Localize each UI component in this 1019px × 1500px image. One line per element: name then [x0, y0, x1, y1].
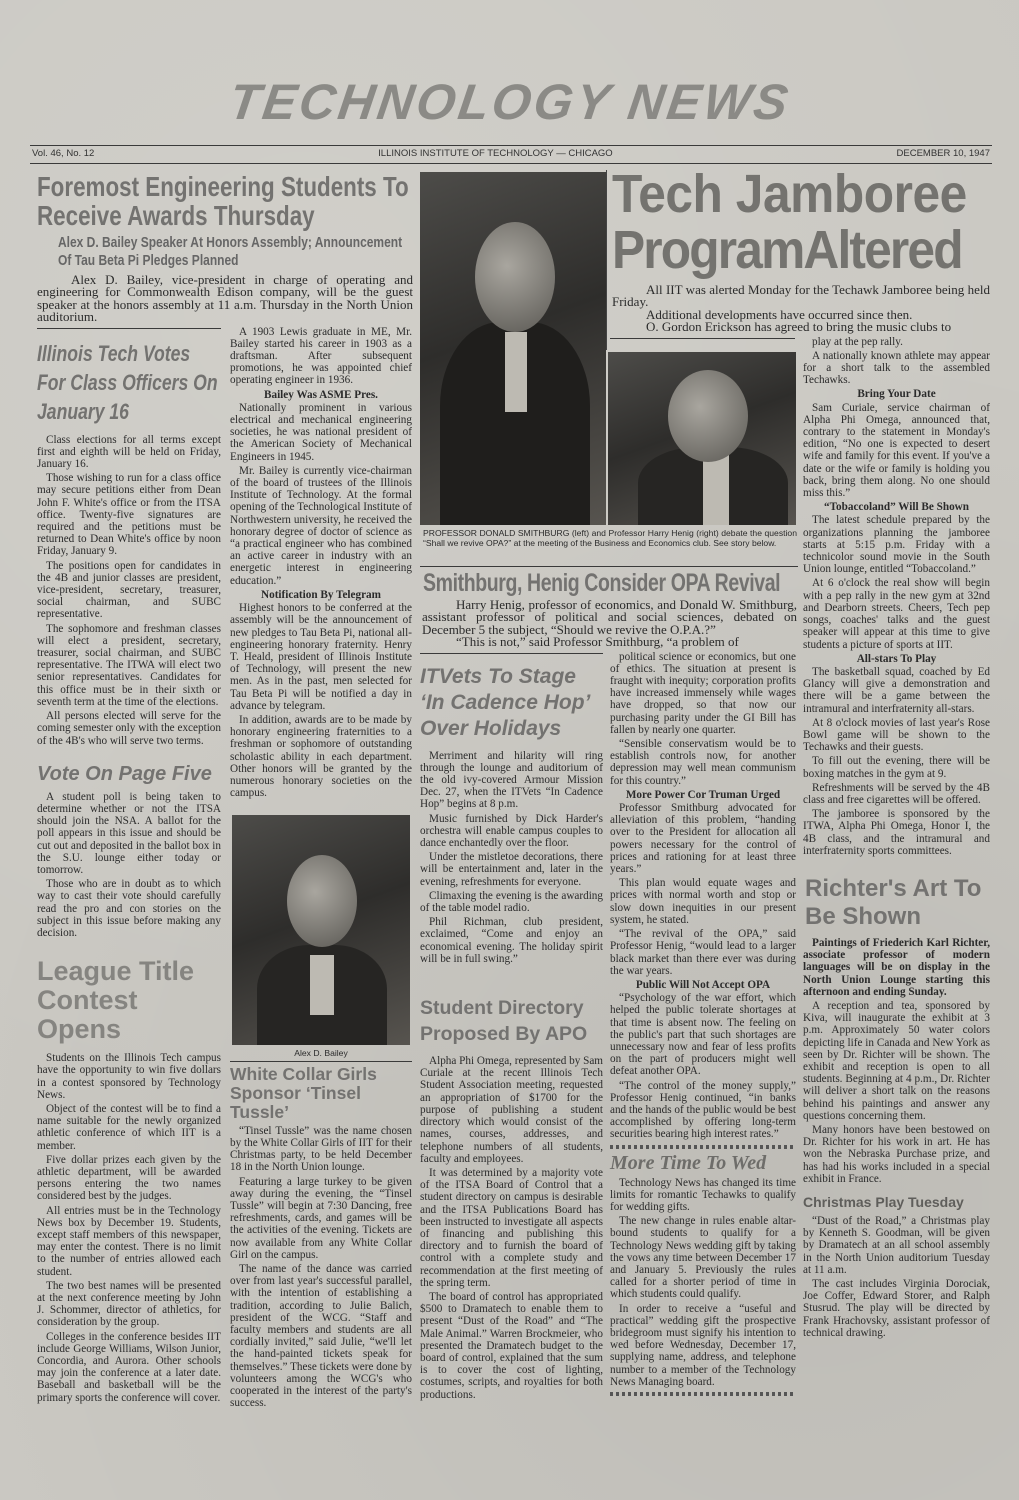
christmas-play-body [803, 1215, 990, 1339]
subhead: Public Will Not Accept OPA [635, 978, 771, 991]
paragraph: Nationally prominent in various electrical and mechanical engineering societies, he was national president of the American Society of Mechanical Engineers in 1945. [230, 401, 412, 463]
vote-page-five-headline: Vote On Page Five [37, 762, 212, 785]
paragraph: Music furnished by Dick Harder's orchestra will enable campus couples to dance enchantedly over the floor. [420, 812, 603, 850]
itvets-body [420, 750, 603, 965]
paragraph: Technology News has changed its time limits for romantic Techawks to qualify for wedding gifts. [610, 1176, 796, 1213]
column-rule [610, 338, 795, 339]
itvets-headline: ITVets To Stage ‘In Cadence Hop’ Over Holidays [420, 664, 590, 740]
paragraph: A 1903 Lewis graduate in ME, Mr. Bailey started his career in 1903 as a draftsman. After subsequent promotions, he was appointed chief operating engineer in 1936. [230, 325, 412, 387]
directory-body [420, 1055, 603, 1401]
paragraph: Many honors have been bestowed on Dr. Richter for his work in art. He has won the Nebraska Purchase prize, and has had his works included in a special exhibit in France. [803, 1124, 990, 1185]
dateline [32, 148, 990, 159]
paragraph: At 6 o'clock the real show will begin with a pep rally in the new gym at 32nd and Dearborn streets. Cheers, Tech pep songs, coaches' talks and the guest speaker will appear at this time to give students a picture of sports at IIT. [803, 577, 990, 651]
paragraph: The board of control has appropriated $500 to Dramatech to enable them to present “Dust of the Road” and “The Male Animal.” Warren Brockmeier, who presented the Dramatech budget to the board of control, explained that the sum is to cover the cost of lighting, costumes, scripts, and royalties for both productions. [420, 1290, 603, 1401]
paragraph: At 8 o'clock movies of last year's Rose Bowl game will be shown to the Techawks and their guests. [803, 716, 990, 754]
paragraph: Those wishing to run for a class office may secure petitions either from Dean John F. White's office or from the ITSA office. Twenty-five signatures are required and the petitions must be returned to Dean White's office by noon Friday, January 9. [37, 472, 221, 558]
foremost-section [37, 172, 415, 1411]
paragraph: To fill out the evening, there will be boxing matches in the gym at 9. [803, 755, 990, 780]
paragraph: “The revival of the OPA,” said Professor Henig, “would lead to a larger black market than there ever was during the war years. [610, 928, 796, 977]
foremost-body [230, 326, 412, 800]
jamboree-section [610, 166, 992, 1341]
white-collar-headline: White Collar Girls Sponsor ‘Tinsel Tussle’ [230, 1063, 377, 1122]
jamboree-headline-line1: Tech Jamboree [612, 164, 967, 224]
paragraph: The new change in rules enable altar-bound students to qualify for a Technology News wedding gift by taking the vows any time between December 17 and January 5. Previously the rules called for a shorter period of time in which students could qualify. [610, 1215, 796, 1301]
wed-headline: More Time To Wed [610, 1151, 767, 1174]
paragraph: The cast includes Virginia Dorociak, Joe Coffer, Edward Storer, and Ralph Stusrud. The play will be directed by Frank Hrachovsky, assistant professor of technical drawing. [803, 1278, 990, 1339]
paragraph: The jamboree is sponsored by the ITWA, Alpha Phi Omega, Honor I, the 4B class, and the intramural and interfraternity sports committees. [803, 808, 990, 857]
paragraph: A nationally known athlete may appear for a short talk to the assembled Techawks. [803, 349, 990, 387]
paragraph: Sam Curiale, service chairman of Alpha Phi Omega, announced that, contrary to the statement in Monday's edition, “No one is expected to desert wife and family for this event. If you've a date or the wife or family is holding you back, bring them along. No one should miss this.” [803, 401, 990, 500]
paragraph: All entries must be in the Technology News box by December 19. Students, except staff members of this newspaper, may enter the contest. There is no limit to the number of entries allowed each student. [37, 1204, 221, 1278]
directory-headline: Student Directory Proposed By APO [420, 997, 588, 1046]
white-collar-body [230, 1125, 412, 1410]
foremost-lede [37, 274, 413, 324]
paragraph: All IIT was alerted Monday for the Techawk Jamboree being held Friday. [612, 282, 990, 310]
paragraph: This plan would equate wages and prices with normal worth and stop or slow down inequities in our present system, he stated. [610, 877, 796, 926]
jamboree-box-rule [606, 170, 607, 350]
league-headline: League Title Contest Opens [37, 956, 195, 1045]
richter-headline: Richter's Art To Be Shown [805, 874, 982, 930]
paragraph: play at the pep rally. [812, 335, 903, 348]
paragraph: Paintings of Friederich Karl Richter, associate professor of modern languages will be on display in the North Union Lounge starting this afternoon and ending Sunday. [803, 936, 990, 998]
paragraph: Climaxing the evening is the awarding of the table model radio. [420, 889, 603, 915]
jamboree-body [803, 336, 990, 857]
paragraph: “Tinsel Tussle” was the name chosen by the White Collar Girls of IIT for their Christmas party, to be held December 18 in the North Union lounge. [230, 1124, 412, 1174]
paragraph: Alex D. Bailey, vice-president in charge of operating and engineering for Commonwealth Edison company, will be the guest speaker at the honors assembly at 11 a.m. Thursday in the North Union auditorium. [37, 272, 413, 325]
subhead: Notification By Telegram [261, 588, 381, 601]
paragraph: Additional developments have occurred since then. [646, 306, 913, 322]
bailey-photo-caption: Alex D. Bailey [294, 1048, 348, 1059]
paragraph: political science or economics, but one of ethics. The situation at present is fraught with inequity; corporation profits have increased immensely while wages have dropped, so that now our purchasing parity under the GI Bill has fallen by nearly one quarter. [610, 650, 796, 736]
paragraph: O. Gordon Erickson has agreed to bring the music clubs to [646, 319, 952, 335]
paragraph: It was determined by a majority vote of the ITSA Board of Control that a student directory on campus is desirable and the ITSA Publications Board has been instructed to investigate all aspects of financing and publishing this directory and to furnish the board of control with a complete study and recommendation at the first meeting of the spring term. [420, 1166, 603, 1289]
paragraph: “The control of the money supply,” Professor Henig continued, “in banks and the hands of the public would be best accomplished by offering long-term securities bearing high interest rates.” [610, 1079, 796, 1141]
subhead: Bring Your Date [857, 388, 936, 401]
paragraph: “This is not,” said Professor Smithburg, “a problem of [456, 634, 739, 650]
paragraph: Featuring a large turkey to be given away during the evening, the “Tinsel Tussle” will begin at 7:30 Dancing, free refreshments, cards, and games will be the activities of the evening. Tickets are now available from any White Collar Girl on the campus. [230, 1175, 412, 1261]
paragraph: Highest honors to be conferred at the assembly will be the announcement of new pledges to Tau Beta Pi, national all-engineering honorary fraternity. Henry T. Heald, president of Illinois Institute of Technology, will present the new men. As in the past, men selected for Tau Beta Pi will be notified a day in advance by telegram. [230, 602, 412, 712]
paragraph: Class elections for all terms except first and eighth will be held on Friday, January 16. [37, 433, 221, 471]
jamboree-headline-line2: ProgramAltered [612, 220, 962, 280]
paragraph: Professor Smithburg advocated for alleviation of this problem, “handing over to the President for allocation all powers necessary for the control of prices and rationing for at least three years.” [610, 802, 796, 876]
paragraph: The latest schedule prepared by the organizations planning the jamboree starts at 5:15 p.m. Friday with a technicolor sound movie in the South Union lounge, entitled “Tobaccoland.” [803, 514, 990, 576]
paragraph: Colleges in the conference besides IIT include George Williams, Wilson Junior, Concordia, and Aurora. Other schools may join the conference at a later date. Baseball and basketball will be the primary sports the conference will cover. [37, 1330, 221, 1404]
foremost-deck: Alex D. Bailey Speaker At Honors Assembly; Announcement Of Tau Beta Pi Pledges Planned [58, 234, 403, 269]
paragraph: The basketball squad, coached by Ed Glancy will give a demonstration and there will be a game between the intramural and interfraternity all-stars. [803, 665, 990, 715]
paragraph: The sophomore and freshman classes will elect a president, secretary, treasurer, social chairman, and SUBC representative. The ITWA will elect two senior representatives. Candidates for this office must be in their sixth or seventh term at the time of the elections. [37, 622, 221, 708]
paragraph: Harry Henig, professor of economics, and Donald W. Smithburg, assistant professor of political and social sciences, debated on December 5 the subject, “Should we revive the O.P.A.?” [422, 597, 797, 637]
jamboree-headline [612, 164, 967, 280]
institution-name: ILLINOIS INSTITUTE OF TECHNOLOGY — CHICAGO [378, 148, 613, 159]
jamboree-lede [612, 284, 990, 334]
subhead: “Tobaccoland” Will Be Shown [824, 501, 969, 514]
votes-body [37, 434, 221, 747]
wavy-rule [610, 1392, 796, 1396]
column-rule [37, 328, 221, 329]
paragraph: Five dollar prizes each given by the athletic department, will be awarded persons entering the two names considered best by the judges. [37, 1153, 221, 1203]
subhead: All-stars To Play [856, 652, 937, 665]
smithburg-headline: Smithburg, Henig Consider OPA Revival [423, 569, 781, 597]
paragraph: Refreshments will be served by the 4B class and free cigarettes will be offered. [803, 781, 990, 806]
column-2 [230, 326, 412, 1412]
column-5 [803, 336, 990, 1341]
subhead: Bailey Was ASME Pres. [264, 388, 378, 401]
masthead-rule [30, 145, 992, 146]
league-body [37, 1052, 221, 1404]
newspaper-masthead: TECHNOLOGY NEWS [225, 74, 795, 130]
paragraph: The positions open for candidates in the 4B and junior classes are president, vice-president, secretary, treasurer, social chairman, and SUBC representative. [37, 559, 221, 621]
paragraph: Mr. Bailey is currently vice-chairman of the board of trustees of the Illinois Institute of Technology. At the formal opening of the Technological Institute of Northwestern university, he received the honorary degree of doctor of science as “a practical engineer who has combined an active career in industry with an energetic interest in engineering education.” [230, 464, 413, 587]
richter-body [803, 937, 990, 1185]
column-rule [420, 653, 603, 654]
paragraph: In addition, awards are to be made by honorary engineering fraternities to a freshman or sophomore of outstanding scholastic ability in each department. Other honors will be granted by the numerous honorary societies on the campus. [230, 713, 412, 800]
paragraph: All persons elected will serve for the coming semester only with the exception of the 4B's who will serve two terms. [37, 710, 221, 747]
paragraph: The two best names will be presented at the next conference meeting by John J. Schommer, director of athletics, for consideration by the group. [37, 1279, 221, 1329]
christmas-play-headline: Christmas Play Tuesday [803, 1194, 964, 1211]
paragraph: Alpha Phi Omega, represented by Sam Curiale at the recent Illinois Tech Student Association meeting, requested an appropriation of $1700 for the purpose of publishing a student directory which would consist of the names, courses, addresses, and telephone numbers of all students, faculty and employees. [420, 1055, 603, 1165]
paragraph: Students on the Illinois Tech campus have the opportunity to win five dollars in a contest sponsored by Technology News. [37, 1052, 221, 1101]
paragraph: Phil Richman, club president, exclaimed, “Come and enjoy an economical evening. The holiday spirit will be in full swing.” [420, 916, 603, 965]
paragraph: A student poll is being taken to determine whether or not the ITSA should join the NSA. A ballot for the poll appears in this issue and should be cut out and deposited in the ballot box in the S.U. lounge either today or tomorrow. [37, 790, 221, 876]
volume-number: Vol. 46, No. 12 [32, 148, 95, 159]
paragraph: Merriment and hilarity will ring through the lounge and auditorium of the old ivy-covered Armour Mission Dec. 27, when the ITVets “In Cadence Hop” begins at 8 p.m. [420, 749, 603, 811]
paragraph: Those who are in doubt as to which way to cast their vote should carefully read the pro and con stories on the subject in this issue before making any decision. [37, 878, 221, 939]
paragraph: “Dust of the Road,” a Christmas play by Kenneth S. Goodman, will be given by Dramatech at an all school assembly in the North Union auditorium Tuesday at 11 a.m. [803, 1215, 990, 1276]
paragraph: Object of the contest will be to find a name suitable for the newly organized athletic conference of which IIT is a member. [37, 1102, 221, 1152]
paragraph: In order to receive a “useful and practical” wedding gift the prospective bridegroom must signify his intention to wed before Wednesday, December 17, supplying name, address, and telephone number to a member of the Technology News Managing board. [610, 1302, 796, 1388]
paragraph: “Psychology of the war effort, which helped the public tolerate shortages at that time is absent now. The feeling on the public's part that such shortages are unnecessary now and fear of less profits on the part of producers might well defeat another OPA. [610, 992, 796, 1078]
column-3 [420, 651, 603, 1403]
paragraph: Under the mistletoe decorations, there will be entertainment and, later in the evening, refreshments for everyone. [420, 851, 603, 888]
opa-photo-caption: PROFESSOR DONALD SMITHBURG (left) and Professor Harry Henig (right) debate the question “Shall we revive OPA?” at the meeting of the Business and Economics club. See story below. [423, 528, 797, 549]
issue-date: DECEMBER 10, 1947 [896, 148, 990, 159]
column-1 [37, 326, 221, 1406]
paragraph: “Sensible conservatism would be to establish controls now, for another depression may well mean communism for this country.” [610, 738, 796, 787]
photo-spacer [610, 336, 795, 349]
paragraph: A reception and tea, sponsored by Kiva, will inaugurate the exhibit at 3 p.m. Approximately 50 water colors depicting life in Canada and New York as seen by Dr. Richter will be shown. The exhibit and reception is open to all students. Beginning at 4 p.m., Dr. Richter will deliver a short talk on the reasons behind his paintings and answer any questions concerning them. [803, 999, 990, 1122]
column-rule [230, 1061, 412, 1062]
smithburg-photo [420, 172, 606, 525]
votes-headline: Illinois Tech Votes For Class Officers On January 16 [37, 340, 218, 424]
paragraph: The name of the dance was carried over from last year's successful parallel, with the intention of establishing a tradition, according to Julie Balich, president of the WCG. “Staff and faculty members and students are all cordially invited,” said Julie, “we'll let the hand-painted tickets speak for themselves.” These tickets were done by volunteers among the WCG's who cooperated in the interest of the party's success. [230, 1262, 412, 1410]
subhead: More Power Cor Truman Urged [625, 788, 781, 801]
foremost-headline: Foremost Engineering Students To Receive Awards Thursday [37, 171, 409, 231]
alex-bailey-photo [232, 815, 410, 1045]
vote-page-five-body [37, 791, 221, 939]
